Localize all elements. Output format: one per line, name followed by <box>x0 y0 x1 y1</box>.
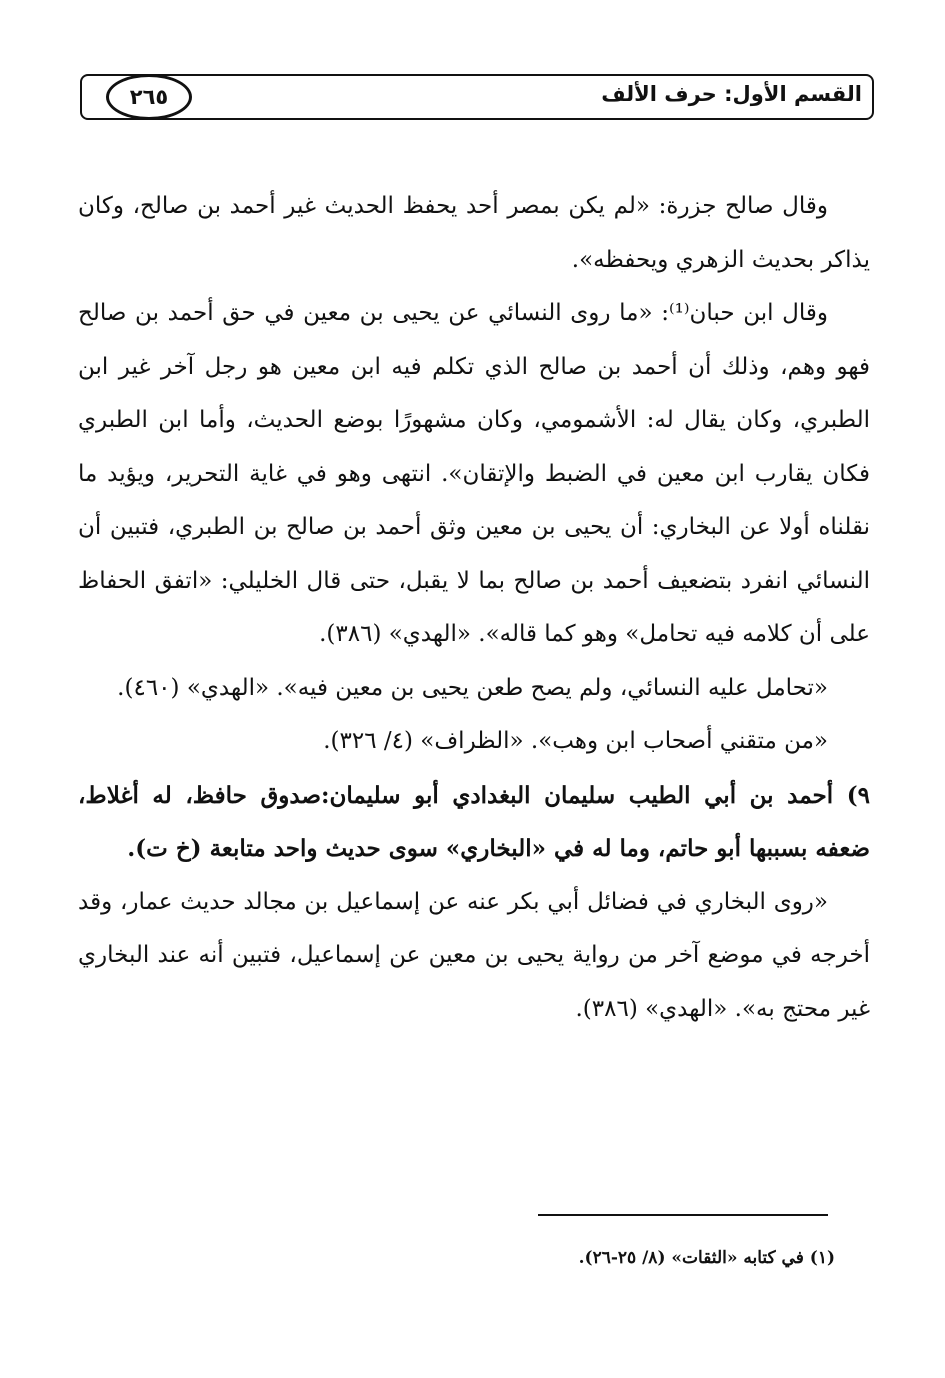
page-number: ٢٦٥ <box>106 74 192 120</box>
paragraph-2: وقال ابن حبان⁽¹⁾: «ما روى النسائي عن يحيى بن معين في حق أحمد بن صالح فهو وهم، وذلك أن أحمد بن صالح الذي تكلم فيه ابن معين هو رجل آخر غير ابن الطبري، وكان يقال له: الأشمومي، وكان مشهورًا بوضع الحديث، وأما ابن الطبري فكان يقارب ابن معين في الضبط والإتقان». انتهى وهو في غاية التحرير، ويؤيد ما نقلناه أولا عن البخاري: أن يحيى بن معين وثق أحمد بن صالح بن الطبري، فتبين أن النسائي انفرد بتضعيف أحمد بن صالح بما لا يقبل، حتى قال الخليلي: «اتفق الحفاظ على أن كلامه فيه تحامل» وهو كما قاله». «الهدي» (٣٨٦). <box>78 300 870 647</box>
footnote: (١) في كتابه «الثقات» (٨/ ٢٥-٢٦). <box>578 1248 835 1268</box>
paragraph-4: «من متقني أصحاب ابن وهب». «الظراف» (٤/ ٣٢٦). <box>323 728 828 754</box>
main-text <box>78 180 870 1036</box>
paragraph-1: وقال صالح جزرة: «لم يكن بمصر أحد يحفظ الحديث غير أحمد بن صالح، وكان يذاكر بحديث الزهري ويحفظه». <box>78 193 870 273</box>
footnote-divider <box>538 1214 828 1216</box>
paragraph-5-entry: ٩) أحمد بن أبي الطيب سليمان البغدادي أبو سليمان:صدوق حافظ، له أغلاط، ضعفه بسببها أبو حاتم، وما له في «البخاري» سوى حديث واحد متابعة (خ ت). <box>78 781 870 862</box>
paragraph-6: «روى البخاري في فضائل أبي بكر عنه عن إسماعيل بن مجالد حديث عمار، وقد أخرجه في موضع آخر من رواية يحيى بن معين عن إسماعيل، فتبين أنه عند البخاري غير محتج به». «الهدي» (٣٨٦). <box>78 888 870 1022</box>
section-title: القسم الأول: حرف الألف <box>601 82 862 106</box>
paragraph-3: «تحامل عليه النسائي، ولم يصح طعن يحيى بن معين فيه». «الهدي» (٤٦٠). <box>117 674 828 701</box>
page-header <box>80 74 874 120</box>
